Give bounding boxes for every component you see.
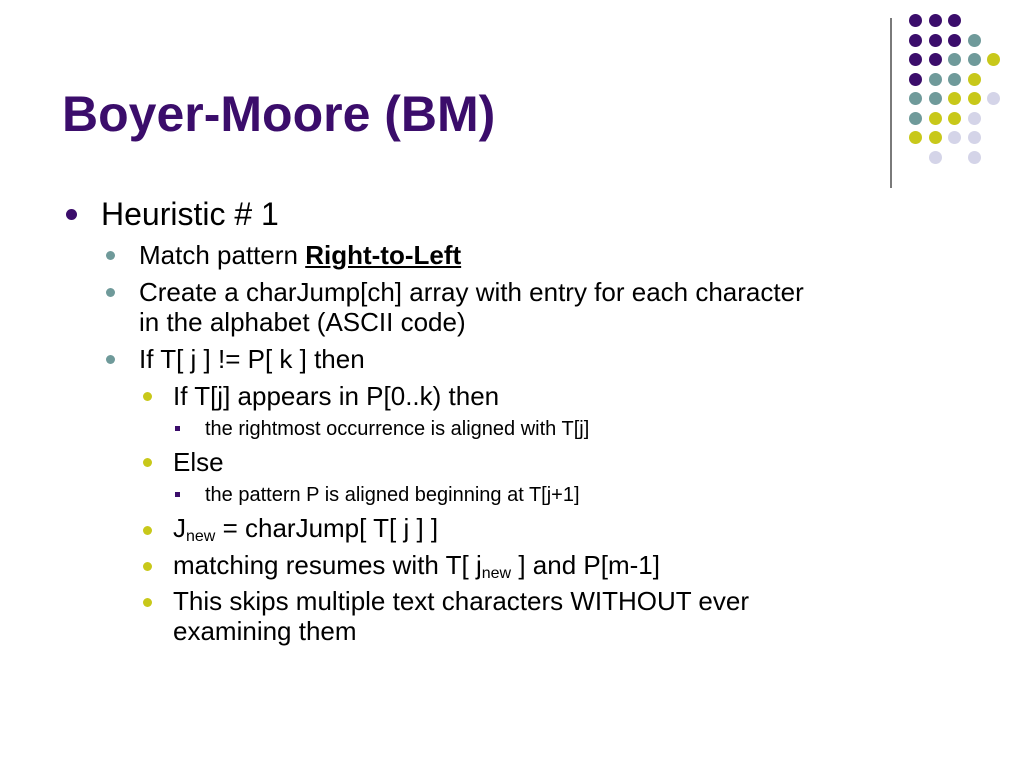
bullet-level3: [143, 392, 152, 401]
decorative-dot-teal: [948, 73, 961, 86]
else-text: Else: [173, 447, 224, 477]
decorative-dot-yellow: [929, 112, 942, 125]
bullet-level3: [143, 562, 152, 571]
create-charjump-line1: Create a charJump[ch] array with entry for each character: [139, 277, 804, 307]
decorative-dot-teal: [909, 92, 922, 105]
bullet-heuristic: [101, 197, 279, 231]
decorative-dot-purple: [948, 14, 961, 27]
bullet-level3: [143, 526, 152, 535]
bullet-if-condition: [139, 344, 365, 374]
decorative-dot-lavender: [987, 92, 1000, 105]
decorative-dot-lavender: [968, 112, 981, 125]
bullet-level3: [143, 458, 152, 467]
bullet-level2: [106, 288, 115, 297]
jnew-rest: = charJump[ T[ j ] ]: [215, 513, 439, 543]
resume-prefix: matching resumes with T[ j: [173, 550, 482, 580]
decorative-dot-yellow: [987, 53, 1000, 66]
slide-content: [0, 195, 1024, 665]
bullet-matching-resumes: [173, 550, 660, 580]
skips-line2: examining them: [173, 616, 357, 646]
decorative-dot-yellow: [909, 131, 922, 144]
decorative-dot-purple: [929, 14, 942, 27]
bullet-level1: [66, 209, 77, 220]
decorative-dot-teal: [968, 53, 981, 66]
decorative-dot-purple: [948, 34, 961, 47]
bullet-level3: [143, 598, 152, 607]
decorative-dot-yellow: [968, 73, 981, 86]
create-charjump-line2: in the alphabet (ASCII code): [139, 307, 466, 337]
bullet-else: [173, 447, 224, 477]
decorative-dot-purple: [909, 73, 922, 86]
decorative-dot-lavender: [929, 151, 942, 164]
decorative-dot-purple: [909, 53, 922, 66]
decorative-dot-purple: [929, 34, 942, 47]
bullet-rightmost: [205, 417, 589, 441]
decorative-dot-teal: [948, 53, 961, 66]
resume-subscript: new: [481, 565, 512, 582]
decorative-dot-yellow: [948, 92, 961, 105]
if-condition-text: If T[ j ] != P[ k ] then: [139, 344, 365, 374]
rightmost-text: the rightmost occurrence is aligned with T[j]: [205, 418, 590, 440]
decorative-dot-lavender: [968, 151, 981, 164]
bullet-skips: [173, 586, 749, 646]
decorative-dot-purple: [909, 14, 922, 27]
decorative-dot-purple: [909, 34, 922, 47]
bullet-appears: [173, 381, 499, 411]
bullet-jnew: [173, 513, 438, 543]
match-pattern-text: Match pattern: [139, 240, 306, 270]
pattern-aligned-text: the pattern P is aligned beginning at T[j+1]: [205, 484, 580, 506]
decorative-dot-teal: [929, 92, 942, 105]
decorative-dot-teal: [909, 112, 922, 125]
bullet-level2: [106, 355, 115, 364]
decorative-dot-teal: [929, 73, 942, 86]
bullet-pattern-aligned: [205, 483, 580, 507]
decorative-dot-lavender: [968, 131, 981, 144]
skips-line1: This skips multiple text characters WITHOUT ever: [173, 586, 749, 616]
decorative-dot-teal: [968, 34, 981, 47]
decorative-dot-purple: [929, 53, 942, 66]
bullet-level4: [175, 426, 180, 431]
bullet-create-charjump: [139, 277, 804, 337]
bullet-level2: [106, 251, 115, 260]
vertical-divider: [890, 18, 892, 188]
decorative-dot-yellow: [948, 112, 961, 125]
decorative-dot-lavender: [948, 131, 961, 144]
decorative-dot-grid: [909, 14, 1009, 164]
jnew-subscript: new: [186, 528, 216, 545]
decorative-dot-yellow: [929, 131, 942, 144]
bullet-match-pattern: [139, 240, 461, 270]
resume-suffix: ] and P[m-1]: [511, 550, 660, 580]
bullet-heuristic-text: Heuristic # 1: [101, 196, 279, 232]
slide-title: Boyer-Moore (BM): [62, 86, 496, 142]
appears-text: If T[j] appears in P[0..k) then: [173, 381, 500, 411]
jnew-j: J: [173, 513, 186, 543]
decorative-dot-yellow: [968, 92, 981, 105]
bullet-level4: [175, 492, 180, 497]
right-to-left-emphasis: Right-to-Left: [305, 240, 462, 270]
